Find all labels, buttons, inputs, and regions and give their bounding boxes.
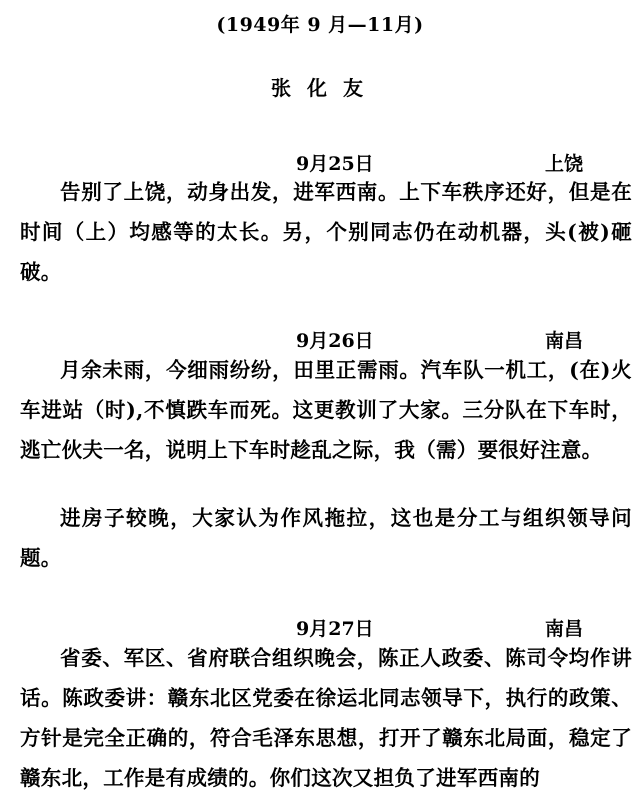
entry-place: 南昌 [545, 618, 584, 640]
entry-place: 南昌 [545, 330, 584, 352]
entry-paragraph: 告别了上饶，动身出发，进军西南。上下车秩序还好，但是在时间（上）均感等的太长。另，个别同志仍在动机器，头(被)砸破。 [20, 180, 632, 284]
diary-entry-header [0, 614, 640, 640]
date-range-subtitle: (1949年 9 月—11月) [216, 14, 424, 36]
entry-date: 9月27日 [296, 618, 374, 640]
entry-date: 9月25日 [296, 153, 374, 175]
entry-place: 上饶 [545, 153, 584, 175]
author-name: 张化友 [271, 76, 379, 100]
entry-paragraph: 省委、军区、省府联合组织晚会，陈正人政委、陈司令均作讲话。陈政委讲：赣东北区党委在徐运北同志领导下，执行的政策、方针是完全正确的，符合毛泽东思想，打开了赣东北局面，稳定了赣东北，工作是有成绩的。你们这次又担负了进军西南的 [20, 646, 632, 790]
entry-date: 9月26日 [296, 330, 374, 352]
entry-paragraph: 月余未雨，今细雨纷纷，田里正需雨。汽车队一机工，(在)火车进站（时),不慎跌车而死。这更教训了大家。三分队在下车时，逃亡伙夫一名，说明上下车时趁乱之际，我（需）要很好注意。 [20, 358, 632, 462]
diary-entry-header [0, 326, 640, 352]
entry-paragraph: 进房子较晚，大家认为作风拖拉，这也是分工与组织领导问题。 [20, 506, 632, 570]
